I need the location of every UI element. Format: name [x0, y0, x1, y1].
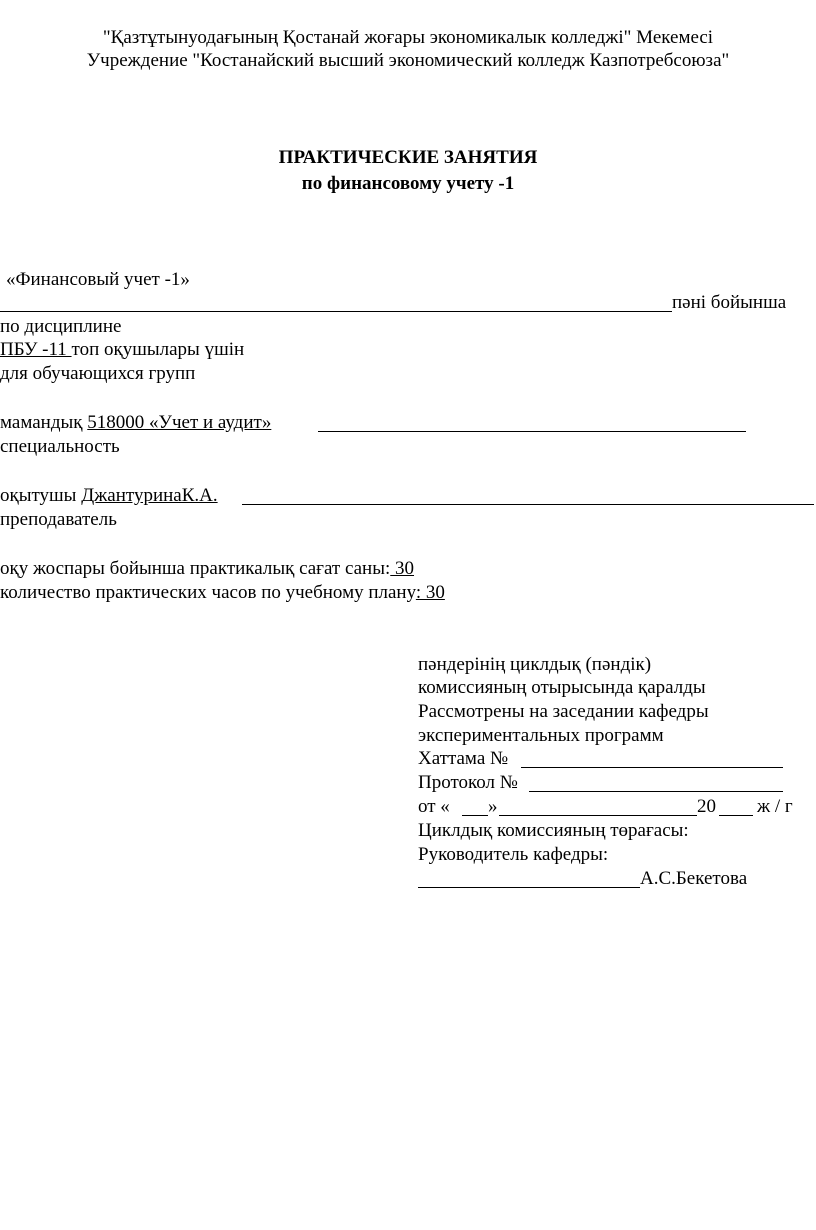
protocol-kz-blank — [521, 767, 783, 768]
date-month-blank — [499, 815, 697, 816]
hours-ru-label: количество практических часов по учебному плану — [0, 582, 416, 603]
discipline-ru-label: по дисциплине — [0, 316, 122, 337]
specialty-value: 518000 «Учет и аудит» — [87, 412, 272, 433]
protocol-ru-blank — [529, 791, 783, 792]
teacher-kz-label: оқытушы — [0, 485, 82, 506]
protocol-kz-label: Хаттама № — [418, 748, 509, 769]
group-kz-label: топ оқушылары үшін — [71, 339, 245, 360]
protocol-ru-label: Протокол № — [418, 772, 518, 793]
hours-kz-label: оқу жоспары бойынша практикалық сағат саны: — [0, 558, 391, 579]
document-subtitle: по финансовому учету -1 — [301, 173, 515, 194]
org-name-ru: Учреждение "Костанайский высший экономический колледж Казпотребсоюза" — [86, 50, 730, 71]
group-ru-label: для обучающихся групп — [0, 363, 196, 384]
hours-ru-line — [0, 582, 445, 604]
chair-kz-label: Циклдық комиссияның төрағасы: — [418, 820, 689, 841]
date-day-blank — [462, 815, 488, 816]
group-code: ПБУ -11 — [0, 339, 72, 360]
discipline-kz-label: пәні бойынша — [672, 292, 787, 313]
discipline-underline — [0, 311, 672, 312]
signature-blank — [418, 887, 640, 888]
org-name-kz: "Қазтұтынуодағының Қостанай жоғары экономикалык колледжі" Мекемесі — [102, 27, 714, 48]
date-prefix: от « — [418, 796, 450, 817]
chair-ru-label: Руководитель кафедры: — [418, 844, 609, 865]
teacher-line — [0, 485, 218, 507]
discipline-name: «Финансовый учет -1» — [6, 269, 190, 290]
approval-line-4: экспериментальных программ — [418, 725, 664, 746]
approval-line-3: Рассмотрены на заседании кафедры — [418, 701, 709, 722]
specialty-underline — [318, 431, 746, 432]
date-year-blank — [719, 815, 753, 816]
teacher-underline — [242, 504, 814, 505]
hours-kz-line — [0, 558, 414, 580]
date-year-suffix: ж / г — [757, 796, 793, 817]
approval-line-2: комиссияның отырысында қаралды — [418, 677, 706, 698]
specialty-kz-label: мамандық — [0, 412, 88, 433]
specialty-ru-label: специальность — [0, 436, 120, 457]
signatory-name: А.С.Бекетова — [640, 868, 748, 889]
date-close-quote: » — [488, 796, 498, 817]
group-line — [0, 339, 244, 361]
hours-kz-value: 30 — [390, 558, 415, 579]
teacher-value: ДжантуринаК.А. — [81, 485, 218, 506]
hours-ru-value: : 30 — [415, 582, 445, 603]
document-title: ПРАКТИЧЕСКИЕ ЗАНЯТИЯ — [278, 147, 538, 168]
teacher-ru-label: преподаватель — [0, 509, 117, 530]
date-year-prefix: 20 — [697, 796, 716, 817]
approval-line-1: пәндерінің циклдық (пәндік) — [418, 654, 652, 675]
specialty-line — [0, 412, 271, 434]
